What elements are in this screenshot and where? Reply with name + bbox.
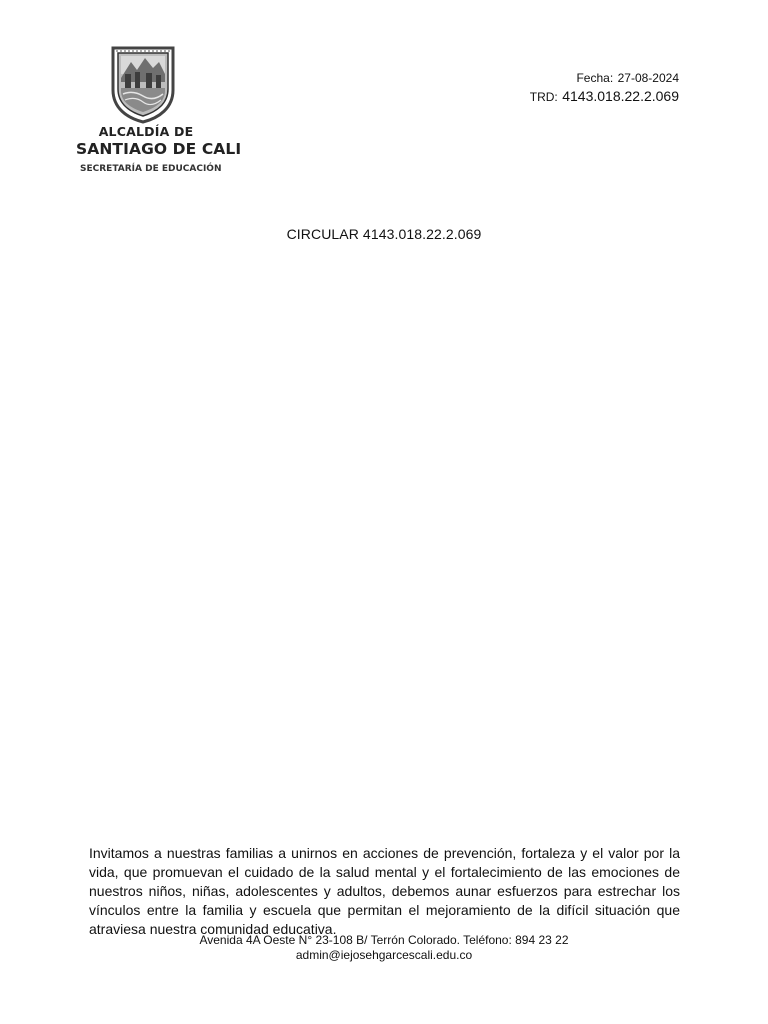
body-paragraph: Invitamos a nuestras familias a unirnos en acciones de prevención, fortaleza y el valor por la vida, que promuevan el cuidado de la salud mental y el fortalecimiento de las emociones de nuestros niños, niñas, adolescentes y adultos, debemos aunar esfuerzos para estrechar los vínculos entre la familia y escuela que permitan el mejoramiento de la difícil situación que atraviesa nuestra comunidad educativa.	[89, 845, 680, 937]
trd-label: TRD:	[529, 90, 558, 104]
trd-row	[530, 87, 679, 106]
coat-of-arms-icon	[109, 44, 177, 124]
alcaldia-logo	[76, 44, 242, 176]
footer-address: Avenida 4A Oeste N° 23-108 B/ Terrón Colorado. Teléfono: 894 23 22	[199, 933, 569, 947]
footer	[0, 933, 768, 963]
circular-title: CIRCULAR 4143.018.22.2.069	[286, 226, 482, 242]
fecha-row	[530, 69, 679, 87]
logo-text-santiago-de-cali: SANTIAGO DE CALI	[76, 140, 242, 158]
logo-text-secretaria: SECRETARÍA DE EDUCACIÓN	[80, 164, 222, 174]
fecha-label: Fecha:	[576, 71, 614, 85]
fecha-value: 27-08-2024	[617, 71, 679, 85]
document-meta	[530, 69, 679, 106]
trd-value: 4143.018.22.2.069	[562, 88, 679, 104]
footer-email: admin@iejosehgarcescali.edu.co	[295, 948, 473, 962]
logo-text-alcaldia: ALCALDÍA DE	[98, 124, 194, 139]
